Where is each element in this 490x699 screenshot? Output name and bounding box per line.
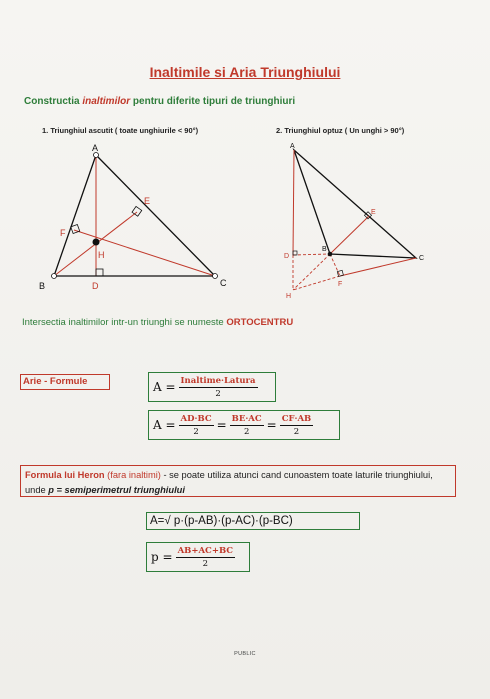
- formula-p-num: AB+AC+BC: [177, 545, 234, 556]
- formula1-num: Inaltime·Latura: [180, 375, 256, 386]
- label-e: E: [144, 196, 151, 206]
- orthocenter-prefix: Intersectia inaltimilor intr-un triunghi se numeste: [22, 317, 224, 328]
- formula1-fraction: [179, 376, 258, 399]
- vertex-c: [213, 274, 218, 279]
- area-formula-heights: [148, 410, 340, 440]
- label-d: D: [284, 253, 290, 260]
- triangle-abc: [294, 150, 416, 258]
- formula-p-fraction: [176, 546, 236, 569]
- formula2-den-cf: 2: [293, 426, 300, 437]
- orthocenter-h: [93, 239, 100, 246]
- label-a: A: [290, 143, 295, 150]
- formula2-term-cf: [280, 414, 314, 437]
- heron-area-formula: A=√ p·(p-AB)·(p-AC)·(p-BC): [146, 512, 360, 530]
- label-f: F: [60, 228, 66, 238]
- label-c: C: [419, 255, 425, 262]
- heron-p-definition: p = semiperimetrul triunghiului: [48, 485, 185, 495]
- right-angle-d: [96, 269, 103, 276]
- formula-p-den: 2: [202, 558, 209, 569]
- figure2-caption: 2. Triunghiul optuz ( Un unghi > 90°): [276, 126, 405, 135]
- heron-description: [20, 465, 456, 497]
- label-b: B: [39, 281, 46, 291]
- label-f: F: [338, 281, 343, 288]
- orthocenter-term: ORTOCENTRU: [226, 317, 294, 328]
- formula2-num-be: BE·AC: [231, 413, 262, 424]
- subtitle-highlight: inaltimilor: [82, 96, 131, 107]
- label-c: C: [220, 278, 227, 288]
- formula2-num-ad: AD·BC: [180, 413, 212, 424]
- extension-ab: [330, 254, 340, 276]
- extension-bc: [293, 254, 330, 255]
- label-h: H: [286, 293, 292, 300]
- heron-text: - se poate utiliza atunci cand cunoastem toate laturile triunghiului, unde: [25, 470, 433, 495]
- area-formula-basic: [148, 372, 276, 402]
- altitude-cf: [340, 258, 416, 276]
- formula2-den-ad: 2: [193, 426, 199, 437]
- altitude-ad: [293, 150, 294, 255]
- vertex-b: [52, 274, 57, 279]
- label-a: A: [92, 143, 99, 153]
- formula2-eq-2: =: [266, 418, 277, 432]
- area-label: Arie - Formule: [20, 374, 110, 390]
- label-d: D: [92, 281, 99, 291]
- semiperimeter-formula: [146, 542, 250, 572]
- vertex-b: [328, 252, 333, 257]
- heron-paren: (fara inaltimi): [107, 470, 161, 480]
- formula2-lhs: A =: [153, 418, 176, 432]
- page-title: Inaltimile si Aria Triunghiului: [149, 64, 341, 80]
- heron-title: Formula lui Heron: [25, 470, 105, 480]
- formula-p-lhs: p =: [151, 550, 173, 564]
- obtuse-triangle-figure: [276, 140, 446, 310]
- right-angle-d: [293, 251, 297, 255]
- label-b: B: [322, 246, 327, 253]
- formula2-den-be: 2: [243, 426, 250, 437]
- subtitle-prefix: Constructia: [24, 96, 80, 107]
- figure1-caption: 1. Triunghiul ascutit ( toate unghiurile < 90°): [42, 126, 199, 135]
- formula2-term-be: [230, 414, 264, 437]
- label-h: H: [98, 250, 105, 260]
- right-angle-f: [71, 225, 80, 234]
- formula1-den: 2: [215, 388, 221, 399]
- subtitle-suffix: pentru diferite tipuri de triunghiuri: [132, 96, 296, 107]
- extension-be: [293, 254, 330, 290]
- acute-triangle-figure: [30, 140, 240, 300]
- formula2-num-cf: CF·AB: [281, 413, 312, 424]
- vertex-a: [94, 153, 99, 158]
- altitude-cf: [74, 230, 215, 276]
- formula1-lhs: A =: [153, 380, 176, 394]
- formula2-eq-1: =: [216, 418, 227, 432]
- altitude-be: [330, 216, 369, 254]
- section-subtitle: [24, 96, 295, 107]
- label-e: E: [371, 209, 376, 216]
- orthocenter-statement: [22, 317, 293, 328]
- footer-classification: PUBLIC: [234, 651, 256, 657]
- formula2-term-ad: [179, 414, 214, 437]
